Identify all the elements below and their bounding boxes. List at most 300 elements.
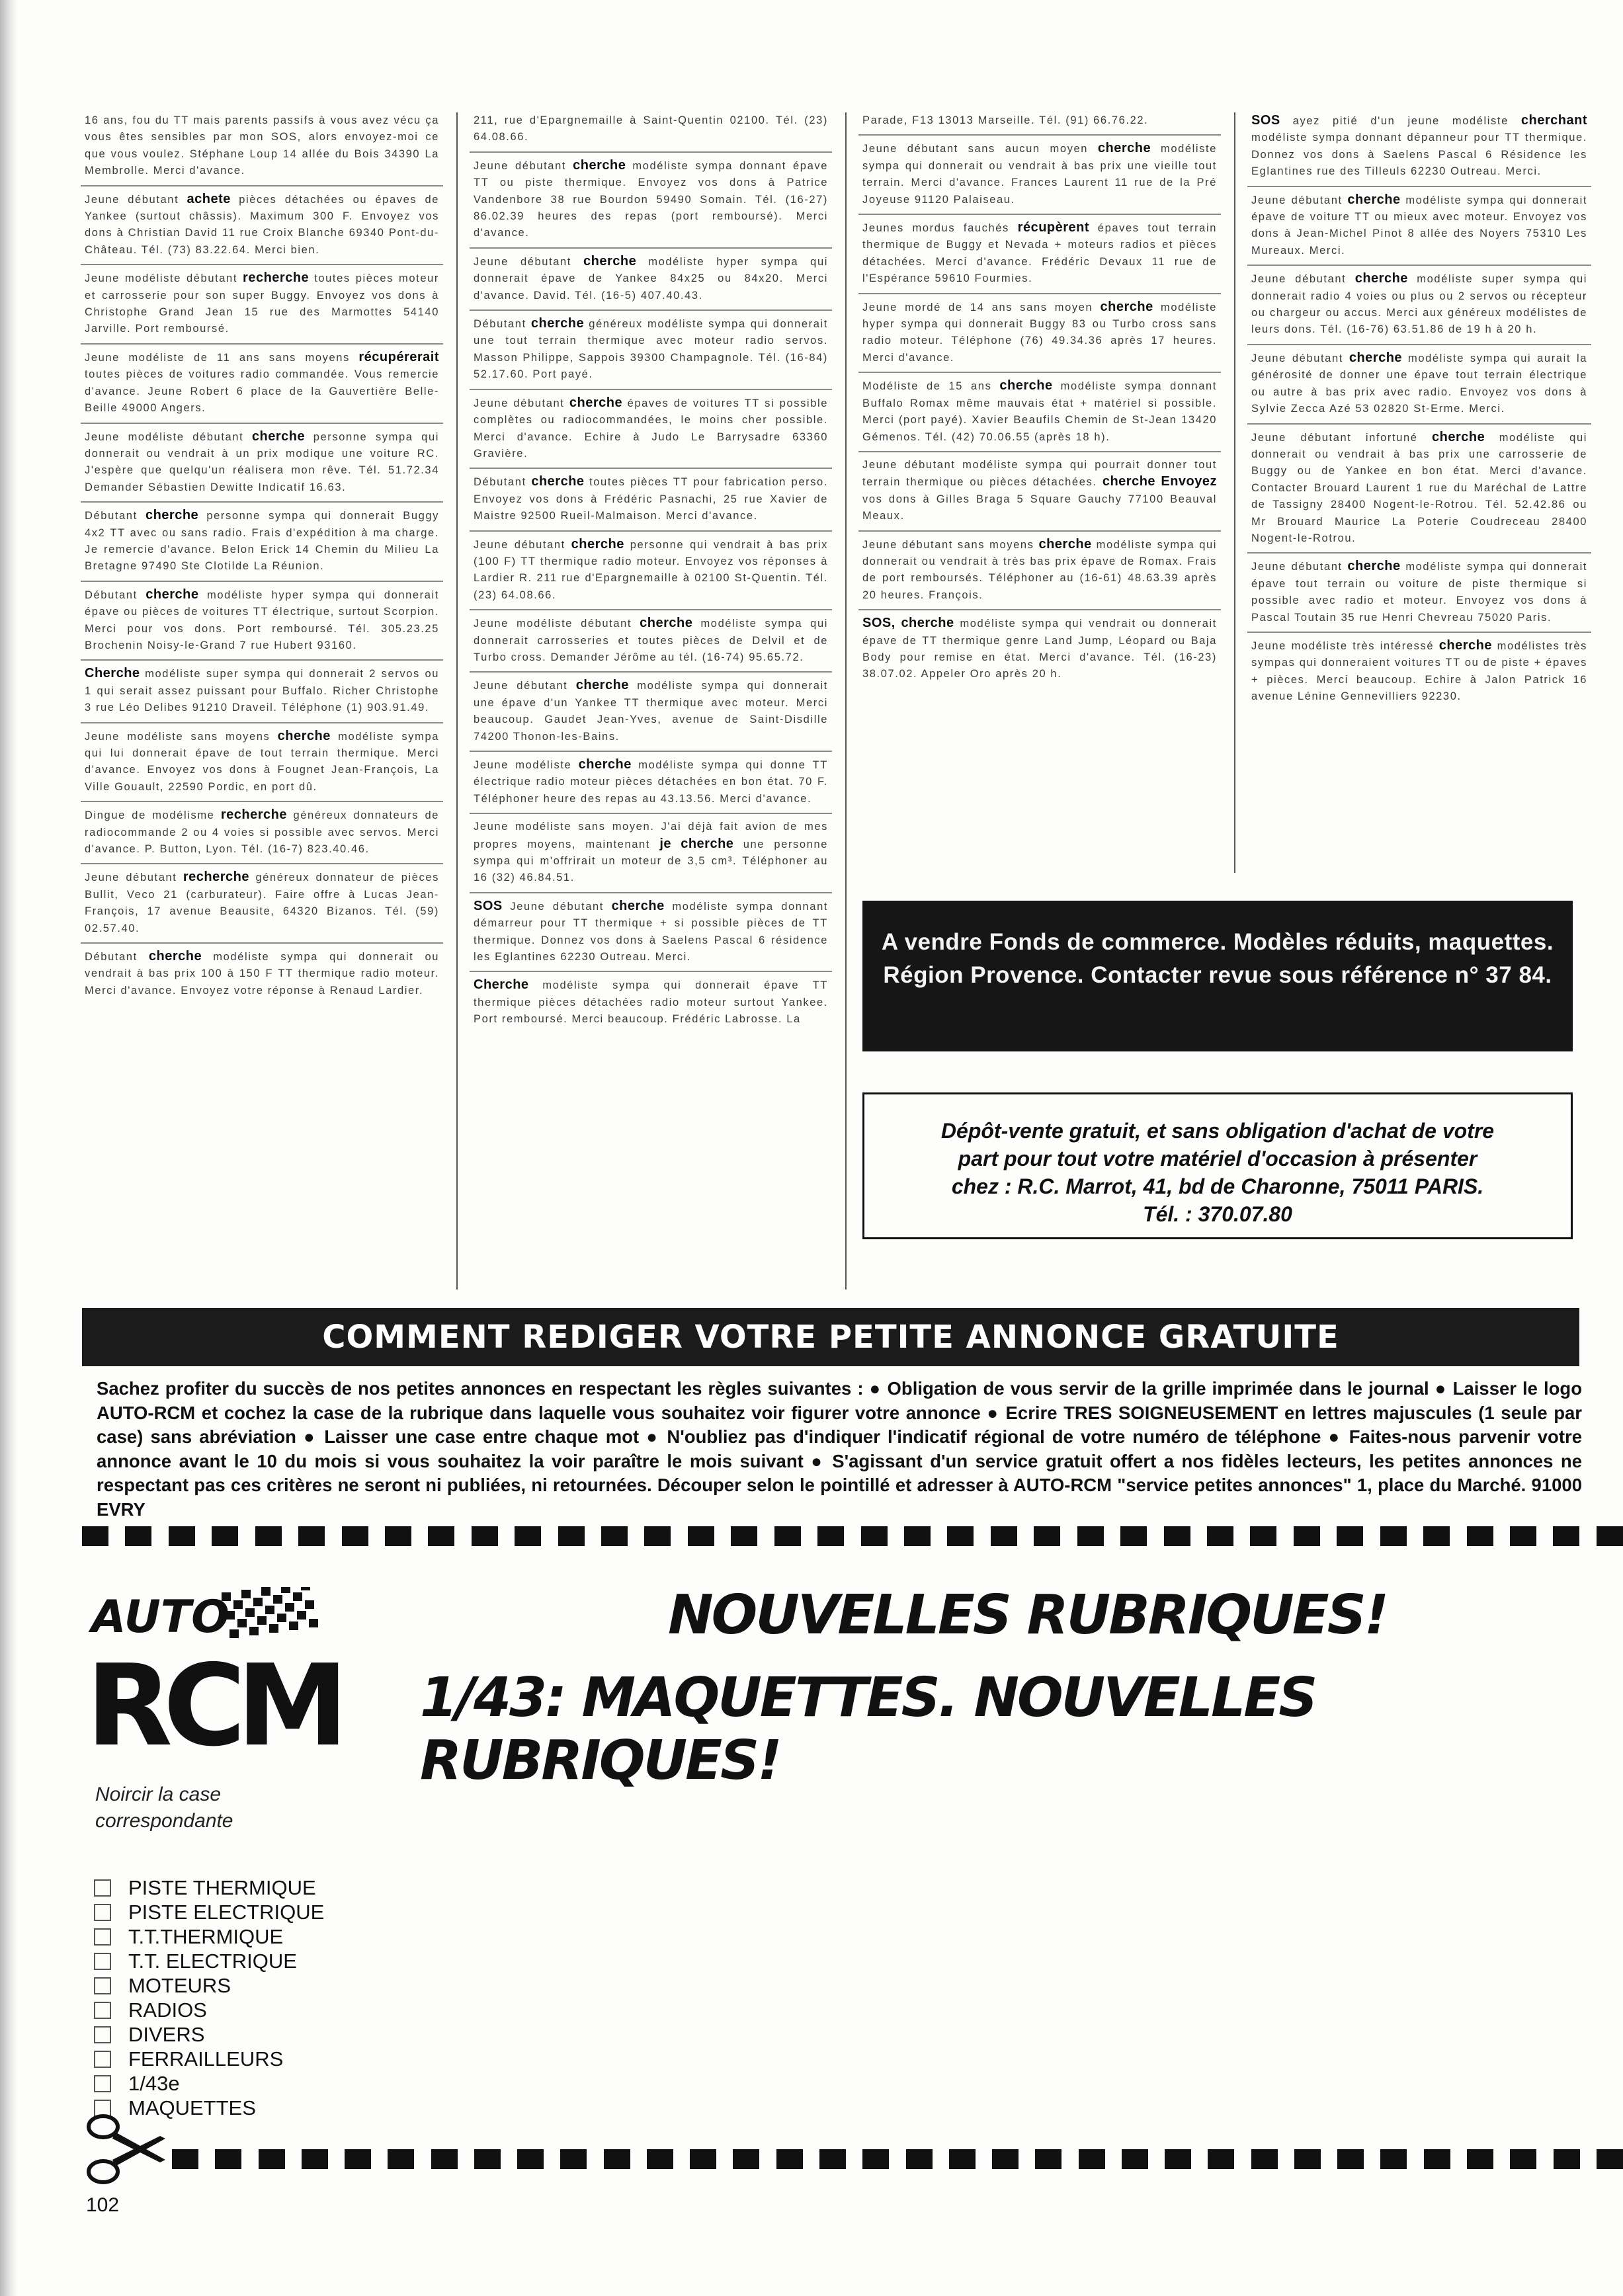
ad-text: modéliste sympa qui donne TT électrique radio moteur pièces détachées en bon état. 70 F. Téléphoner heure des repas au 43.13.56. Merci d'avance.: [474, 759, 828, 805]
category-option[interactable]: [94, 1949, 324, 1973]
category-label: FERRAILLEURS: [128, 2047, 284, 2070]
category-checkbox[interactable]: [94, 1977, 111, 1994]
classified-ad: [1247, 186, 1591, 265]
ad-text: modéliste sympa qui aurait la générosité de donner une épave tout terrain électrique ou autre à bas prix avec radio. Envoyez vos dons à Sylvie Zecca Azé 53 02820 St-Erme. Merci.: [1251, 352, 1587, 415]
flag-square: [305, 1600, 314, 1609]
ad-text: modéliste sympa qui donnerait ou vendrait à bas prix une vieille tout terrain. Merci d'avance. Frances Laurent 11 rue de la Pré Joyeuse 91120 Palaiseau.: [862, 143, 1217, 206]
cut-dash: [1122, 2149, 1148, 2169]
for-sale-box: [862, 901, 1573, 1051]
cut-dash: [82, 1526, 108, 1546]
flag-square: [253, 1598, 263, 1606]
cut-dash: [345, 2149, 371, 2169]
ad-text: Jeune débutant: [474, 538, 565, 551]
cut-dash: [1467, 2149, 1493, 2169]
cut-line-top: [82, 1526, 1623, 1546]
classified-ad: [81, 722, 443, 801]
flag-square: [265, 1606, 274, 1614]
category-checklist: [94, 1875, 324, 2120]
cut-dash: [1251, 2149, 1278, 2169]
cut-dash: [1077, 1526, 1104, 1546]
flag-square: [309, 1619, 318, 1627]
cut-dash: [1207, 1526, 1233, 1546]
cut-dash: [1250, 1526, 1276, 1546]
cut-dash: [1554, 2149, 1580, 2169]
ad-text: Jeune modéliste débutant: [474, 618, 632, 630]
cut-dash: [169, 1526, 195, 1546]
category-option[interactable]: [94, 2022, 324, 2047]
ad-text: modéliste hyper sympa qui donnerait épave de Yankee 84x25 ou 84x20. Merci d'avance. David. Tél. (16-5) 407.40.43.: [474, 255, 828, 302]
category-checkbox[interactable]: [94, 1879, 111, 1897]
ad-text: Jeune débutant sans moyens: [862, 538, 1034, 551]
ad-keyword: cherche: [145, 508, 199, 523]
ad-keyword: cherche: [578, 757, 632, 772]
cut-dash: [991, 1526, 1017, 1546]
classified-ad: [1247, 423, 1591, 553]
ad-text: modéliste sympa qui donnerait ou vendrait à bas prix 100 à 150 F TT thermique radio moteur. Merci d'avance. Envoyez votre réponse à Renaud Lardier.: [85, 951, 439, 997]
banner-title: COMMENT REDIGER VOTRE PETITE ANNONCE GRATUITE: [322, 1319, 1339, 1356]
ad-keyword: cherche: [1100, 299, 1153, 314]
ad-text: modéliste super sympa qui donnerait 2 servos ou 1 qui serait assez puissant pour Buffalo. Richer Christophe 3 rue Léo Delibes 91210 Draveil. Téléphone (1) 903.91.49.: [85, 668, 440, 714]
for-sale-text: A vendre Fonds de commerce. Modèles réduits, maquettes. Région Provence. Contacter revue sous référence n° 37 84.: [881, 929, 1554, 988]
classified-ad: [858, 112, 1221, 134]
ad-text: Jeunes mordus fauchés: [862, 222, 1009, 235]
depot-line-3: chez : R.C. Marrot, 41, bd de Charonne, 75011 PARIS.: [951, 1174, 1484, 1198]
cut-dash: [647, 2149, 673, 2169]
column-rule: [456, 112, 458, 1290]
category-label: T.T.THERMIQUE: [128, 1925, 284, 1948]
flag-square: [233, 1600, 243, 1609]
ad-column-1: [81, 112, 443, 1004]
classified-ad: [81, 801, 443, 863]
classified-ad: [1247, 632, 1591, 711]
ad-keyword: recherche: [243, 270, 310, 286]
ad-text: généreux modéliste sympa qui donnerait une tout terrain thermique avec moteur radio servos. Masson Philippe, Sappois 39300 Champagnole. Tél. (16-84) 52.17.60. Port payé.: [474, 318, 828, 381]
ad-text: Jeune débutant: [510, 900, 604, 913]
ad-text: modéliste super sympa qui donnerait radio 4 voies ou plus ou 2 servos ou récepteur ou chargeur ou accus. Merci aux généreux modélistes de leurs dons. Tél. (16-76) 63.51.86 de 19 h à 20 h.: [1251, 273, 1588, 336]
classified-ad: [470, 112, 832, 151]
ad-text: personne sympa qui donnerait Buggy 4x2 TT avec ou sans radio. Frais d'expédition à ma charge. Je remercie d'avance. Belon Erick 14 Chemin du Milieu La Bretagne 97490 Ste Clotilde La Réunion.: [85, 510, 440, 573]
ad-text: généreux donnateur de pièces Bullit, Veco 21 (carburateur). Faire offre à Lucas Jean-François, 17 avenue Beausite, 64320 Bizanos. Tél. (59) 02.57.40.: [85, 872, 439, 934]
cut-dash: [776, 2149, 803, 2169]
cut-dash: [817, 1526, 844, 1546]
flag-square: [297, 1611, 306, 1620]
cut-dash: [1035, 2149, 1061, 2169]
ad-text: Jeune débutant: [1251, 561, 1343, 573]
ad-keyword: cherche: [1438, 637, 1492, 653]
cut-dash: [1294, 1526, 1320, 1546]
ad-text: Parade, F13 13013 Marseille. Tél. (91) 66.76.22.: [862, 114, 1149, 126]
how-to-banner: [82, 1308, 1579, 1366]
cut-line-bottom: [172, 2149, 1623, 2169]
ad-text: Jeune débutant sans aucun moyen: [862, 143, 1089, 155]
cut-dash: [558, 1526, 585, 1546]
ad-text: modéliste sympa qui donnerait épave de voiture TT ou mieux avec moteur. Envoyez vos dons à Jean-Michel Pinot 8 allée des Noyers 75310 Les Mureaux. Merci.: [1251, 194, 1588, 257]
scissors-icon: [81, 2110, 167, 2189]
page-edge-shadow: [0, 0, 17, 2296]
category-option[interactable]: [94, 1998, 324, 2022]
cut-dash: [774, 1526, 801, 1546]
ad-keyword: Envoyez: [1161, 474, 1218, 489]
classified-ad: [470, 892, 832, 971]
flag-square: [269, 1624, 278, 1633]
ad-text: Jeune modéliste de 11 ans sans moyens: [85, 351, 350, 364]
cut-dash: [731, 1526, 757, 1546]
classified-ad: [858, 293, 1221, 372]
classified-ad: [858, 214, 1221, 293]
cut-dash: [906, 2149, 933, 2169]
cut-dash: [215, 2149, 241, 2169]
ad-text: Jeune débutant: [1251, 194, 1343, 206]
ad-keyword: cherche: [1097, 141, 1151, 156]
cut-dash: [601, 1526, 628, 1546]
classified-ad: [81, 863, 443, 942]
ad-text: Débutant: [85, 589, 138, 601]
ad-text: généreux donnateurs de radiocommande 2 ou 4 voies si possible avec servos. Merci d'avance. P. Button, Lyon. Tél. (16-7) 823.40.46.: [85, 809, 439, 856]
ad-text: pièces détachées ou épaves de Yankee (surtout châssis). Maximum 300 F. Envoyez vos dons à Christian David 11 rue Croix Blanche 69340 Pont-du-Château. Tél. (73) 83.22.64. Merci bien.: [85, 193, 440, 256]
ad-text: Jeune débutant: [1251, 273, 1347, 286]
ad-keyword: achete: [187, 191, 231, 206]
classified-ad: [81, 343, 443, 423]
category-label: DIVERS: [128, 2023, 205, 2046]
flag-square: [289, 1621, 298, 1630]
ad-text: vos dons à Gilles Braga 5 Square Gauchy 77100 Beauval Meaux.: [862, 493, 1217, 522]
ad-keyword: cherche: [1349, 350, 1403, 365]
category-option[interactable]: [94, 1900, 324, 1924]
ad-text: Jeune débutant infortuné: [1251, 431, 1418, 444]
flag-square: [249, 1627, 259, 1635]
cut-dash: [1380, 1526, 1407, 1546]
classified-ad: [470, 751, 832, 813]
category-option[interactable]: [94, 1973, 324, 1998]
ad-text: modéliste sympa donnant démarreur pour TT thermique + si possible pièces de TT thermique. Donnez vos dons à Saelens Pascal 6 résidence les Eglantines 62230 Outreau. Merci.: [474, 900, 829, 964]
ad-text: Jeune débutant: [862, 458, 956, 471]
logo-rcm-text: RCM: [86, 1641, 339, 1752]
classified-ad: [858, 451, 1221, 530]
logo-auto-text: AUTO: [91, 1591, 229, 1643]
rules-paragraph: Sachez profiter du succès de nos petites annonces en respectant les règles suivantes : ● Obligation de vous servir de la grille imprimée dans le journal ● Laisser le logo AUTO-RCM et cochez la case de la rubrique dans laquelle vous souhaitez voir figurer votre annonce ● Ecrire TRES SOIGNEUSEMENT en lettres majuscules (1 seule par case) sans abréviation ● Laisser une case entre chaque mot ● N'oubliez pas d'indiquer l'indicatif régional de votre numéro de téléphone ● Faites-nous parvenir votre annonce avant le 10 du mois si vous souhaitez la voir paraître le mois suivant ● S'agissant d'un service gratuit offert a nos fidèles lecteurs, les petites annonces ne respectant pas ces critères ne seront ni publiées, ni retournées. Découper selon le pointillé et adresser à AUTO-RCM "service petites annonces" 1, place du Marché. 91000 EVRY: [97, 1378, 1582, 1520]
ad-keyword: cherchant: [1520, 113, 1587, 128]
ad-text: Jeune débutant: [474, 159, 567, 172]
cut-dash: [1423, 1526, 1450, 1546]
ad-text: Débutant: [474, 318, 526, 331]
category-label: 1/43e: [128, 2072, 180, 2095]
classified-ad: [81, 185, 443, 265]
classified-ad: [81, 942, 443, 1004]
cut-dash: [125, 1526, 151, 1546]
cut-dash: [1120, 1526, 1147, 1546]
ad-text: modéliste sympa donnant épave TT ou piste thermique. Envoyez vos dons à Patrice Vandenbore 38 rue Bourdon 59490 Somain. Tél. (16-27) 86.02.39 heures des repas (port remboursé). Merci d'avance.: [474, 159, 828, 239]
category-label: MOTEURS: [128, 1974, 231, 1997]
cut-dash: [904, 1526, 931, 1546]
ad-text: modéliste sympa donnant dépanneur pour TT thermique. Donnez vos dons à Saelens Pascal 6 Résidence les Eglantines rue des Tilleuls 62230 Outreau. Merci.: [1251, 132, 1587, 178]
ad-text: Jeune modéliste débutant: [85, 272, 238, 285]
cut-dash: [255, 1526, 282, 1546]
cut-dash: [515, 1526, 541, 1546]
cut-dash: [1079, 2149, 1105, 2169]
category-option[interactable]: [94, 1924, 324, 1949]
cut-dash: [298, 1526, 325, 1546]
cut-dash: [1337, 2149, 1364, 2169]
category-option[interactable]: [94, 2071, 324, 2096]
flag-square: [293, 1592, 302, 1601]
ad-text: Jeune modéliste sans moyens: [85, 730, 270, 743]
flag-square: [237, 1619, 247, 1627]
checkered-flag-icon: [222, 1587, 318, 1638]
classified-ad: [470, 309, 832, 389]
cut-dash: [1424, 2149, 1450, 2169]
cut-dash: [949, 2149, 976, 2169]
cut-dash: [1034, 1526, 1060, 1546]
cut-dash: [474, 2149, 501, 2169]
classified-ad: [81, 581, 443, 660]
ad-text: 16 ans, fou du TT mais parents passifs à vous avez vécu ça vous êtes sensibles par mon SOS, alors envoyez-moi ce que vous voulez. Stéphane Loup 14 allée du Bois 34390 La Membrolle. Merci d'avance.: [85, 114, 439, 177]
category-checkbox[interactable]: [94, 1928, 111, 1946]
classified-ad: [470, 468, 832, 530]
ad-text: ayez pitié d'un jeune modéliste: [1292, 115, 1509, 127]
ad-keyword: cherche: [575, 678, 629, 693]
ad-text: Jeune débutant: [474, 255, 571, 268]
ad-keyword: cherche: [277, 728, 331, 743]
ad-text: Débutant: [85, 951, 138, 964]
classified-ad: [1247, 552, 1591, 632]
flag-square: [273, 1595, 282, 1604]
cut-dash: [604, 2149, 630, 2169]
ad-keyword: cherche: [146, 587, 199, 602]
ad-text: modéliste sympa qui donnerait épave tout terrain ou voiture de piste thermique si possible avec radio et moteur. Envoyez vos dons à Pascal Toutain 35 rue Henri Chevreau 75020 Paris.: [1251, 561, 1588, 624]
classified-ad: [858, 372, 1221, 451]
category-checkbox[interactable]: [94, 2051, 111, 2068]
cut-dash: [212, 1526, 238, 1546]
category-label: PISTE ELECTRIQUE: [128, 1901, 325, 1924]
ad-keyword: cherche: [571, 536, 624, 552]
ad-text: modéliste sympa qui vendrait ou donnerait épave de TT thermique genre Land Jump, Léopard ou Baja Body pour remise en état. Merci d'avance. Tél. (16-23) 38.07.02. Appeler Oro après 20 h.: [862, 618, 1217, 680]
cut-dash: [472, 1526, 498, 1546]
ad-keyword: cherche: [1347, 192, 1401, 207]
flag-square: [281, 1587, 290, 1593]
classified-ad: [81, 264, 443, 343]
ad-keyword: cherche: [1038, 536, 1092, 552]
flag-square: [261, 1587, 270, 1596]
classified-ad: [470, 530, 832, 610]
cut-dash: [388, 2149, 414, 2169]
column-rule: [845, 112, 847, 1290]
classified-ad: [470, 971, 832, 1033]
category-checkbox[interactable]: [94, 1904, 111, 1921]
cut-dash: [517, 2149, 544, 2169]
ad-text: modéliste hyper sympa qui donnerait épave ou pièces de voitures TT électrique, surtout Scorpion. Merci pour vos dons. Port remboursé. Tél. 305.23.25 Brochenin Noisy-le-Grand 7 rue Hubert 93160.: [85, 589, 439, 651]
ad-text: Jeune débutant: [85, 872, 177, 884]
headline-new-sections: NOUVELLES RUBRIQUES!: [668, 1584, 1388, 1647]
ad-keyword: récupèrent: [1017, 220, 1090, 235]
category-checkbox[interactable]: [94, 2075, 111, 2092]
ad-text: modéliste sympa qui pourrait donner tout terrain thermique ou pièces détachées.: [862, 458, 1217, 489]
category-checkbox[interactable]: [94, 2026, 111, 2043]
cut-dash: [560, 2149, 587, 2169]
cut-dash: [1165, 2149, 1191, 2169]
classified-ad: [1247, 344, 1591, 423]
ad-keyword: cherche: [530, 316, 585, 331]
cut-dash: [1467, 1526, 1493, 1546]
ad-text: Jeune mordé de 14 ans sans moyen: [862, 301, 1093, 313]
instruction-line-1: Noircir la case: [95, 1784, 222, 1805]
category-label: PISTE THERMIQUE: [128, 1876, 316, 1899]
flag-square: [229, 1629, 239, 1638]
ad-keyword: Cherche: [85, 666, 140, 681]
ad-text: toutes pièces moteur et carrosserie pour son super Buggy. Envoyez vos dons à Christophe Grand Jean 15 rue des Marmottes 54140 Jarville. Port remboursé.: [85, 272, 440, 335]
cut-dash: [1510, 1526, 1536, 1546]
ad-keyword: cherche: [583, 253, 637, 268]
cut-dash: [1597, 1526, 1623, 1546]
ad-text: toutes pièces TT pour fabrication perso. Envoyez vos dons à Frédéric Pasnachi, 25 rue Xavier de Maistre 92500 Rueil-Malmaison. Merci d'avance.: [474, 476, 829, 522]
cut-dash: [172, 2149, 198, 2169]
cut-dash: [861, 1526, 888, 1546]
column-rule: [1234, 112, 1235, 873]
cut-dash: [302, 2149, 328, 2169]
ad-column-2: [470, 112, 832, 1034]
category-checkbox[interactable]: [94, 2002, 111, 2019]
ad-keyword: Cherche: [474, 977, 529, 993]
ad-text: Modéliste de 15 ans: [862, 380, 992, 393]
classified-ad: [858, 530, 1221, 610]
ad-text: Jeune débutant: [474, 397, 565, 409]
ad-text: une personne sympa qui m'offrirait un moteur de 3,5 cm³. Téléphoner au 16 (32) 46.84.51.: [474, 838, 829, 884]
ad-keyword: cherche: [611, 898, 665, 913]
classified-ad: [858, 609, 1221, 688]
category-label: MAQUETTES: [128, 2096, 256, 2119]
flag-square: [285, 1603, 294, 1612]
category-checkbox[interactable]: [94, 1953, 111, 1970]
cut-dash: [733, 2149, 759, 2169]
ad-text: modéliste qui donnerait ou vendrait à bas prix une carrosserie de Buggy ou de Yankee en bon état. Merci d'avance. Contacter Brouard Laurent 1 rue du Maréchal de Lattre de Tassigny 28400 Nogent-le-Rotrou. Tél. 52.42.86 ou Mr Brouard Maurice La Poterie Coudreceau 28400 Nogent-le-Rotrou.: [1251, 431, 1587, 544]
ad-keyword: je cherche: [659, 836, 734, 851]
ad-keyword: récupérerait: [358, 349, 439, 364]
cut-dash: [644, 1526, 671, 1546]
ad-text: Jeune modéliste: [474, 759, 572, 771]
ad-text: épaves de voitures TT si possible complètes ou radiocommandées, le moins cher possible. Merci d'avance. Echire à Judo Le Barrysadre 63360 Gravière.: [474, 397, 829, 460]
cut-dash: [947, 1526, 974, 1546]
cut-dash: [1380, 2149, 1407, 2169]
ad-text: modéliste sympa donnant Buffalo Romax même mauvais état + matériel si possible. Merci (port payé). Xavier Beaufils Chemin de St-Jean 13420 Gémenos. Tél. (42) 70.06.55 (après 18 h).: [862, 380, 1218, 443]
category-option[interactable]: [94, 2047, 324, 2071]
classified-ad: [1247, 265, 1591, 344]
auto-rcm-logo: [86, 1587, 403, 1752]
instruction-line-2: correspondante: [95, 1810, 233, 1832]
ad-keyword: SOS: [474, 898, 503, 913]
cut-dash: [385, 1526, 411, 1546]
classified-ad: [81, 112, 443, 185]
category-label: RADIOS: [128, 1998, 207, 2022]
classified-ad: [81, 423, 443, 502]
ad-keyword: SOS: [1251, 113, 1280, 128]
flag-square: [301, 1587, 310, 1590]
ad-text: modéliste sympa qui donnerait carrosseries et toutes pièces de Delvil et de Turbo cross. Demander Jérôme au tél. (16-74) 95.65.72.: [474, 618, 828, 663]
ad-text: Jeune débutant: [1251, 352, 1343, 364]
ad-text: Jeune débutant: [474, 680, 568, 692]
flag-square: [257, 1616, 267, 1625]
ad-text: Débutant: [85, 510, 138, 522]
ad-keyword: SOS, cherche: [862, 616, 954, 631]
headline-scale-models: 1/43: MAQUETTES. NOUVELLES RUBRIQUES!: [420, 1666, 1316, 1792]
category-option[interactable]: [94, 1875, 324, 1900]
ad-keyword: recherche: [220, 807, 288, 823]
cut-dash: [428, 1526, 454, 1546]
cut-dash: [690, 2149, 716, 2169]
cut-dash: [1510, 2149, 1536, 2169]
flag-square: [277, 1614, 286, 1622]
cut-dash: [1337, 1526, 1363, 1546]
page-number: 102: [86, 2194, 120, 2216]
classified-ad: [470, 813, 832, 892]
ad-text: Jeune débutant: [85, 193, 179, 206]
classified-ad: [81, 501, 443, 581]
ad-column-3: [858, 112, 1221, 873]
ad-text: personne sympa qui donnerait ou vendrait à un prix modique une voiture RC. J'espère que quelqu'un réalisera mon rêve. Tél. 51.72.34 Demander Sébastien Dewitte Indicatif 16.63.: [85, 430, 439, 493]
classified-ad: [470, 389, 832, 468]
ad-keyword: cherche: [1102, 474, 1156, 489]
ad-text: modéliste hyper sympa qui donnerait Buggy 83 ou Turbo cross sans radio moteur. Téléphone (76) 49.34.36 après 17 heures. Merci d'avance.: [862, 301, 1217, 364]
classified-ad: [858, 134, 1221, 214]
ad-text: Jeune modéliste très intéressé: [1251, 639, 1435, 652]
ad-keyword: cherche: [251, 429, 306, 444]
ad-text: Dingue de modélisme: [85, 809, 215, 822]
cut-dash: [431, 2149, 458, 2169]
ad-text: modéliste sympa qui donnerait ou vendrait à très bas prix épave de Romax. Frais de port remboursés. Téléphoner au (16-61) 48.63.39 après 20 heures. François.: [862, 538, 1218, 601]
depot-line-4: Tél. : 370.07.80: [1143, 1202, 1292, 1226]
cut-dash: [1164, 1526, 1190, 1546]
ad-keyword: cherche: [573, 157, 626, 173]
ad-column-4: [1247, 112, 1591, 873]
ad-keyword: cherche: [640, 616, 693, 631]
ad-text: toutes pièces de voitures radio commandée. Vous remercie d'avance. Jeune Robert 6 place de la Gauvertière Belle-Beille 49000 Angers.: [85, 368, 439, 415]
ad-text: modéliste sympa qui donnerait épave TT thermique pièces détachées radio moteur surtout Yankee. Port remboursé. Merci beaucoup. Frédéric Labrosse. La: [474, 979, 829, 1026]
cut-dash: [1294, 2149, 1321, 2169]
ad-text: Jeune modéliste sans moyen. J'ai déjà fait avion de mes propres moyens, maintenant: [474, 821, 828, 850]
classified-ad: [470, 151, 832, 247]
ad-keyword: cherche: [148, 949, 202, 964]
ad-keyword: cherche: [531, 474, 585, 489]
category-label: T.T. ELECTRIQUE: [128, 1949, 297, 1973]
classified-ad: [1247, 112, 1591, 186]
depot-line-2: part pour tout votre matériel d'occasion à présenter: [958, 1147, 1477, 1170]
ad-text: personne qui vendrait à bas prix (100 F) TT thermique radio moteur. Envoyez vos réponses à Lardier R. 211 rue d'Epargnemaille à 02100 St-Quentin. Tél. (23) 64.08.66.: [474, 538, 829, 601]
cut-dash: [1208, 2149, 1234, 2169]
ad-text: modélistes très sympas qui donneraient voitures TT ou de piste + épaves + pièces. Merci beaucoup. Echire à Jalon Patrick 16 avenue Lénine Gennevilliers 92230.: [1251, 639, 1588, 703]
depot-line-1: Dépôt-vente gratuit, et sans obligation d'achat de votre: [940, 1119, 1495, 1143]
flag-square: [241, 1590, 251, 1598]
classified-ad: [470, 247, 832, 309]
ad-text: Jeune modéliste débutant: [85, 430, 244, 443]
ad-text: modéliste sympa qui lui donnerait épave de tout terrain thermique. Merci d'avance. Envoyez vos dons à Fougnet Jean-François, La Ville Gouault, 22590 Pordic, en port dû.: [85, 730, 439, 793]
instruction-text: [95, 1782, 233, 1834]
cut-dash: [259, 2149, 285, 2169]
cut-dash: [1553, 1526, 1579, 1546]
ad-keyword: cherche: [1354, 271, 1408, 286]
ad-keyword: cherche: [1432, 429, 1485, 444]
classified-ad: [470, 671, 832, 751]
ad-keyword: cherche: [569, 395, 623, 410]
cut-dash: [992, 2149, 1019, 2169]
depot-vente-box: [862, 1092, 1573, 1239]
ad-text: 211, rue d'Epargnemaille à Saint-Quentin 02100. Tél. (23) 64.08.66.: [474, 114, 828, 144]
ad-text: épaves tout terrain thermique de Buggy et Nevada + moteurs radios et pièces détachées. Merci d'avance. Frédéric Devaux 11 rue de l'Espérance 59610 Fourmies.: [862, 222, 1217, 285]
ad-keyword: cherche: [1347, 559, 1401, 574]
classified-ad: [470, 609, 832, 671]
ad-text: modéliste sympa qui donnerait une épave d'un Yankee TT thermique avec moteur. Merci beaucoup. Gaudet Jean-Yves, avenue de Saint-Disdille 74200 Thonon-les-Bains.: [474, 680, 828, 743]
ad-text: Débutant: [474, 476, 526, 489]
flag-square: [245, 1608, 255, 1617]
cut-dash: [342, 1526, 368, 1546]
classified-ad: [81, 659, 443, 721]
